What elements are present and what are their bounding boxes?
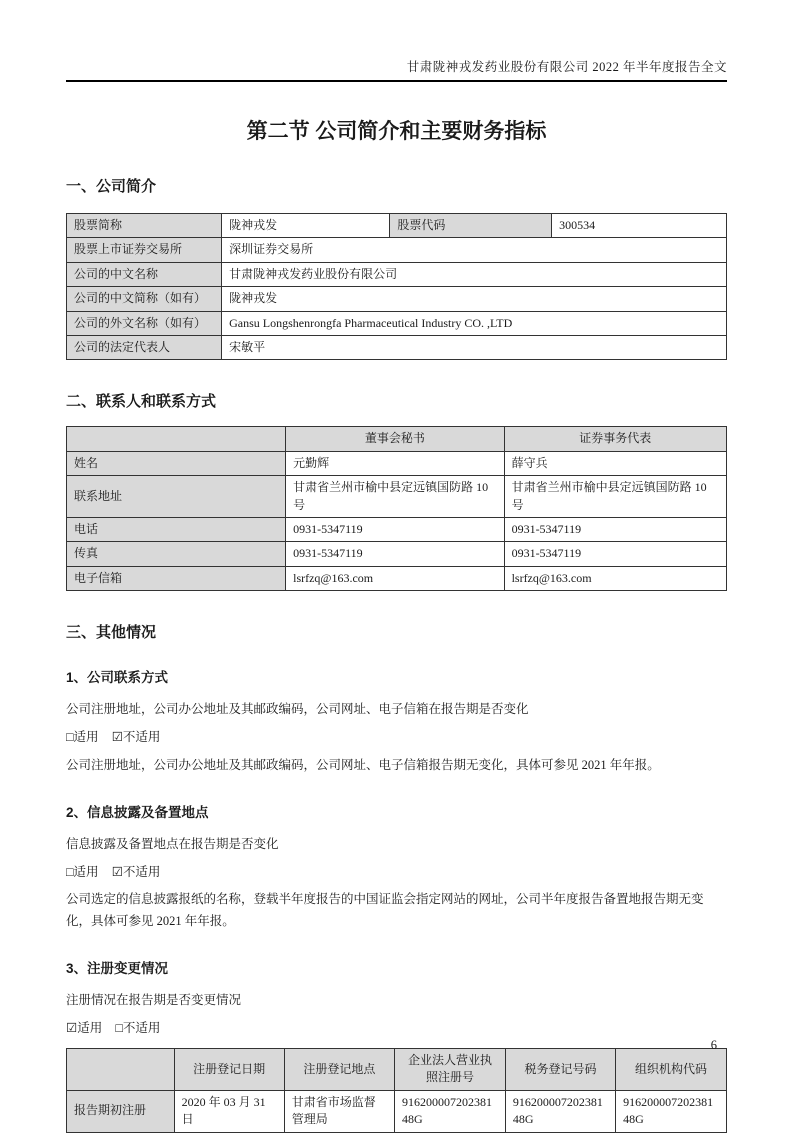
- column-header-tax-registration-no: 税务登记号码: [505, 1048, 615, 1090]
- row-label: 电子信箱: [67, 566, 286, 590]
- cell-registration-date: 2020 年 03 月 31 日: [174, 1090, 284, 1132]
- cell-value: 陇神戎发: [222, 287, 727, 311]
- cell-value: 甘肃陇神戎发药业股份有限公司: [222, 262, 727, 286]
- column-header-board-secretary: 董事会秘书: [286, 427, 504, 451]
- registration-change-table: [66, 1048, 727, 1133]
- row-label: 公司的中文简称（如有）: [67, 287, 222, 311]
- sub1-applicability-options: [66, 727, 727, 749]
- table-row: [67, 214, 727, 238]
- row-label: 股票代码: [390, 214, 552, 238]
- row-label: 公司的法定代表人: [67, 335, 222, 359]
- cell-registration-place: 甘肃省市场监督管理局: [284, 1090, 394, 1132]
- cell-business-license-no: 91620000720238148G: [395, 1090, 506, 1132]
- checkbox-applicable: □适用: [66, 729, 99, 744]
- row-label: 电话: [67, 517, 286, 541]
- table-row: [67, 262, 727, 286]
- row-label: 股票上市证券交易所: [67, 238, 222, 262]
- checkbox-applicable: □适用: [66, 864, 99, 879]
- row-label: 公司的外文名称（如有）: [67, 311, 222, 335]
- cell-value: 0931-5347119: [504, 517, 726, 541]
- cell-value: 深圳证券交易所: [222, 238, 727, 262]
- sub1-question: 公司注册地址，公司办公地址及其邮政编码，公司网址、电子信箱在报告期是否变化: [66, 702, 529, 717]
- sub2-note: 公司选定的信息披露报纸的名称，登载半年度报告的中国证监会指定网站的网址，公司半年度报告备置地报告期无变化，具体可参见 2021 年年报。: [66, 892, 704, 929]
- cell-value: 甘肃省兰州市榆中县定远镇国防路 10 号: [286, 476, 504, 518]
- row-label: 传真: [67, 542, 286, 566]
- table-row: [67, 311, 727, 335]
- contacts-table: [66, 426, 727, 591]
- cell-stock-code: 300534: [552, 214, 727, 238]
- cell-tax-registration-no: 91620000720238148G: [505, 1090, 615, 1132]
- cell-value: 0931-5347119: [286, 542, 504, 566]
- table-row: [67, 238, 727, 262]
- table-row: [67, 476, 727, 518]
- row-label: 公司的中文名称: [67, 262, 222, 286]
- cell-value: Gansu Longshenrongfa Pharmaceutical Industry CO. ,LTD: [222, 311, 727, 335]
- running-header: 甘肃陇神戎发药业股份有限公司 2022 年半年度报告全文: [66, 0, 727, 82]
- table-row: [67, 542, 727, 566]
- cell-organization-code: 91620000720238148G: [616, 1090, 727, 1132]
- column-header-business-license-no: 企业法人营业执照注册号: [395, 1048, 506, 1090]
- column-header-registration-date: 注册登记日期: [174, 1048, 284, 1090]
- cell-value: lsrfzq@163.com: [286, 566, 504, 590]
- corner-cell: [67, 427, 286, 451]
- section1-heading: 一、公司简介: [66, 178, 157, 195]
- cell-value: 甘肃省兰州市榆中县定远镇国防路 10 号: [504, 476, 726, 518]
- sub1-heading: 1、公司联系方式: [66, 670, 169, 686]
- page-title: 第二节 公司简介和主要财务指标: [246, 120, 547, 143]
- checkbox-not-applicable: ☑不适用: [111, 729, 161, 744]
- checkbox-applicable: ☑适用: [66, 1021, 103, 1036]
- table-row: [67, 451, 727, 475]
- sub3-heading: 3、注册变更情况: [66, 961, 169, 977]
- sub1-note: 公司注册地址，公司办公地址及其邮政编码，公司网址、电子信箱报告期无变化，具体可参见 2021 年年报。: [66, 757, 660, 772]
- sub2-question: 信息披露及备置地点在报告期是否变化: [66, 836, 279, 851]
- cell-value: 0931-5347119: [286, 517, 504, 541]
- table-header-row: [67, 427, 727, 451]
- sub2-heading: 2、信息披露及备置地点: [66, 804, 209, 820]
- column-header-registration-place: 注册登记地点: [284, 1048, 394, 1090]
- table-row: [67, 1090, 727, 1132]
- corner-cell: [67, 1048, 175, 1090]
- cell-value: 宋敏平: [222, 335, 727, 359]
- table-header-row: [67, 1048, 727, 1090]
- section2-heading: 二、联系人和联系方式: [66, 393, 217, 411]
- column-header-organization-code: 组织机构代码: [616, 1048, 727, 1090]
- section3-heading: 三、其他情况: [66, 624, 157, 642]
- cell-value: 元勤辉: [286, 451, 504, 475]
- checkbox-not-applicable: ☑不适用: [111, 864, 161, 879]
- page-number: 6: [710, 1038, 717, 1052]
- table-row: [67, 517, 727, 541]
- checkbox-not-applicable: □不适用: [115, 1021, 161, 1036]
- row-label: 股票简称: [67, 214, 222, 238]
- cell-value: lsrfzq@163.com: [504, 566, 726, 590]
- table-row: [67, 335, 727, 359]
- row-label: 报告期初注册: [67, 1090, 175, 1132]
- cell-value: 0931-5347119: [504, 542, 726, 566]
- column-header-securities-rep: 证券事务代表: [504, 427, 726, 451]
- sub3-question: 注册情况在报告期是否变更情况: [66, 993, 242, 1008]
- cell-value: 薛守兵: [504, 451, 726, 475]
- sub3-applicability-options: [66, 1018, 727, 1040]
- cell-stock-short-name: 陇神戎发: [222, 214, 390, 238]
- company-profile-table: [66, 213, 727, 360]
- row-label: 姓名: [67, 451, 286, 475]
- row-label: 联系地址: [67, 476, 286, 518]
- sub2-applicability-options: [66, 862, 727, 884]
- table-row: [67, 566, 727, 590]
- table-row: [67, 287, 727, 311]
